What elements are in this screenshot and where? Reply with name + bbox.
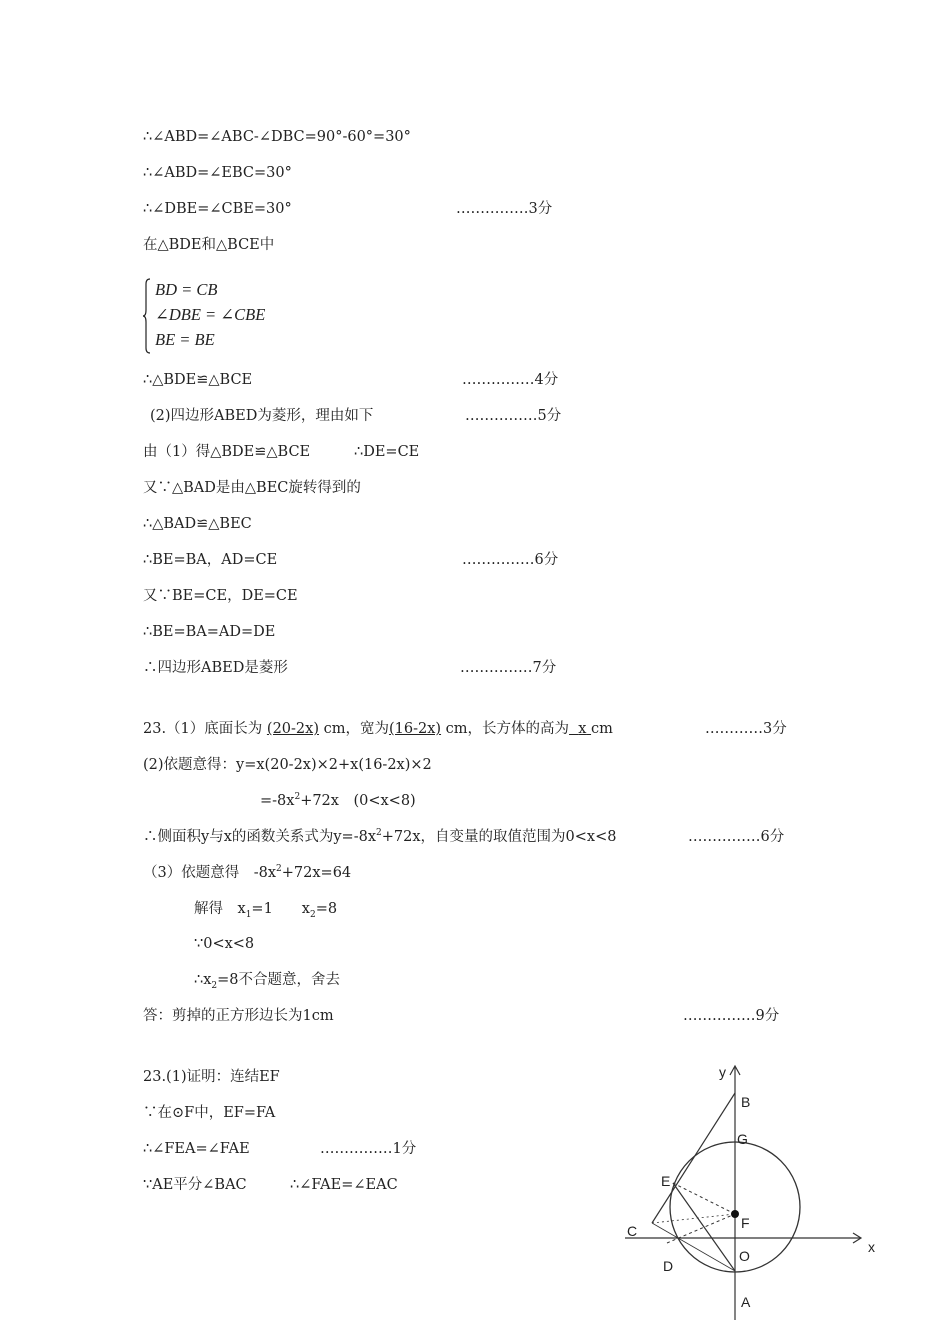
label-c: C bbox=[627, 1223, 638, 1239]
answer-width: (16-2x) bbox=[388, 721, 442, 737]
superscript: 2 bbox=[376, 828, 382, 839]
line-ef bbox=[673, 1183, 735, 1214]
label-o: O bbox=[739, 1248, 750, 1264]
line-ea bbox=[673, 1183, 735, 1271]
label-x: x bbox=[868, 1239, 875, 1255]
text-line: 答：剪掉的正方形边长为1cm bbox=[143, 1008, 334, 1024]
line-df bbox=[667, 1214, 735, 1243]
answer-height bbox=[569, 721, 591, 737]
text-line: ∴∠ABD=∠EBC=30° bbox=[143, 165, 292, 181]
label-y: y bbox=[719, 1064, 726, 1080]
score-mark: ……………4分 bbox=[462, 372, 559, 388]
equation-line: BD = CB bbox=[155, 280, 218, 299]
text-line: 又∵BE=CE，DE=CE bbox=[143, 588, 298, 604]
superscript: 2 bbox=[276, 864, 282, 875]
text-line: ∴∠FAE=∠EAC bbox=[290, 1177, 398, 1193]
score-mark: ……………6分 bbox=[462, 552, 559, 568]
text-line: 由（1）得△BDE≌△BCE bbox=[143, 444, 311, 460]
score-mark: ……………1分 bbox=[320, 1141, 417, 1157]
text-line: ∵0<x<8 bbox=[194, 936, 255, 952]
text-line: (2)依题意得：y=x(20-2x)×2+x(16-2x)×2 bbox=[143, 757, 432, 773]
text-line bbox=[260, 791, 416, 811]
center-point-f bbox=[731, 1210, 739, 1218]
text-line: ∵AE平分∠BAC bbox=[143, 1177, 247, 1193]
label-d: D bbox=[663, 1258, 674, 1274]
text-span: =-8x bbox=[260, 793, 295, 809]
text-span: cm bbox=[591, 721, 613, 737]
text-line bbox=[143, 863, 351, 883]
text-span: +72x (0<x<8) bbox=[300, 793, 416, 809]
text-line: ∵在⊙F中，EF=FA bbox=[143, 1105, 276, 1121]
text-span: x bbox=[578, 721, 587, 737]
answer-length: (20-2x) bbox=[266, 721, 319, 737]
line-bc bbox=[652, 1093, 735, 1223]
label-b: B bbox=[741, 1094, 751, 1110]
text-span: =8 bbox=[315, 901, 338, 917]
equation-system bbox=[143, 278, 283, 354]
text-span: ∴侧面积y与x的函数关系式为y=-8x bbox=[143, 829, 377, 845]
text-span: ∴x bbox=[194, 972, 212, 988]
text-line bbox=[143, 827, 616, 847]
label-a: A bbox=[741, 1294, 751, 1310]
text-span: =1 x bbox=[251, 901, 310, 917]
text-line: 在△BDE和△BCE中 bbox=[143, 237, 275, 253]
score-mark: ……………5分 bbox=[465, 408, 562, 424]
equation-line: BE = BE bbox=[155, 330, 215, 349]
text-line: ∴∠ABD=∠ABC-∠DBC=90°-60°=30° bbox=[143, 129, 411, 145]
text-span: （3）依题意得 -8x bbox=[143, 865, 277, 881]
text-span: +72x=64 bbox=[281, 865, 352, 881]
label-e: E bbox=[661, 1173, 671, 1189]
equation-line: ∠DBE = ∠CBE bbox=[155, 305, 266, 324]
text-line: ∴∠DBE=∠CBE=30° bbox=[143, 201, 292, 217]
text-line: 又∵△BAD是由△BEC旋转得到的 bbox=[143, 480, 361, 496]
text-line: ∴DE=CE bbox=[354, 444, 420, 460]
text-span: =8不合题意，舍去 bbox=[217, 972, 341, 988]
geometry-figure bbox=[615, 1055, 885, 1325]
label-g: G bbox=[737, 1131, 748, 1147]
text-line: ∴四边形ABED是菱形 bbox=[143, 660, 288, 676]
text-line: ∴BE=BA，AD=CE bbox=[143, 552, 278, 568]
text-span: cm，宽为 bbox=[323, 721, 389, 737]
text-line: ∴∠FEA=∠FAE bbox=[143, 1141, 250, 1157]
text-line bbox=[194, 970, 340, 990]
score-mark: ……………9分 bbox=[683, 1008, 780, 1024]
left-brace bbox=[143, 278, 151, 354]
text-line: ∴△BAD≌△BEC bbox=[143, 516, 252, 532]
text-line: (2)四边形ABED为菱形，理由如下 bbox=[150, 408, 374, 424]
score-mark: ……………7分 bbox=[460, 660, 557, 676]
text-span: +72x，自变量的取值范围为0<x<8 bbox=[381, 829, 617, 845]
superscript: 2 bbox=[294, 792, 301, 803]
text-span: 23.（1）底面长为 bbox=[143, 721, 263, 737]
subscript: 2 bbox=[309, 909, 316, 920]
question-23-part1 bbox=[143, 719, 613, 739]
subscript: 1 bbox=[245, 909, 252, 920]
label-f: F bbox=[741, 1215, 750, 1231]
line-cf bbox=[652, 1214, 735, 1223]
text-line: ∴△BDE≌△BCE bbox=[143, 372, 253, 388]
subscript: 2 bbox=[211, 980, 218, 991]
score-mark: ……………6分 bbox=[688, 829, 785, 845]
text-line: ∴BE=BA=AD=DE bbox=[143, 624, 276, 640]
text-span: cm，长方体的高为 bbox=[445, 721, 570, 737]
score-mark: …………3分 bbox=[705, 721, 787, 737]
text-span: 解得 x bbox=[194, 901, 246, 917]
score-mark: ……………3分 bbox=[456, 201, 553, 217]
text-line bbox=[194, 899, 337, 919]
text-line: 23.(1)证明：连结EF bbox=[143, 1069, 280, 1085]
